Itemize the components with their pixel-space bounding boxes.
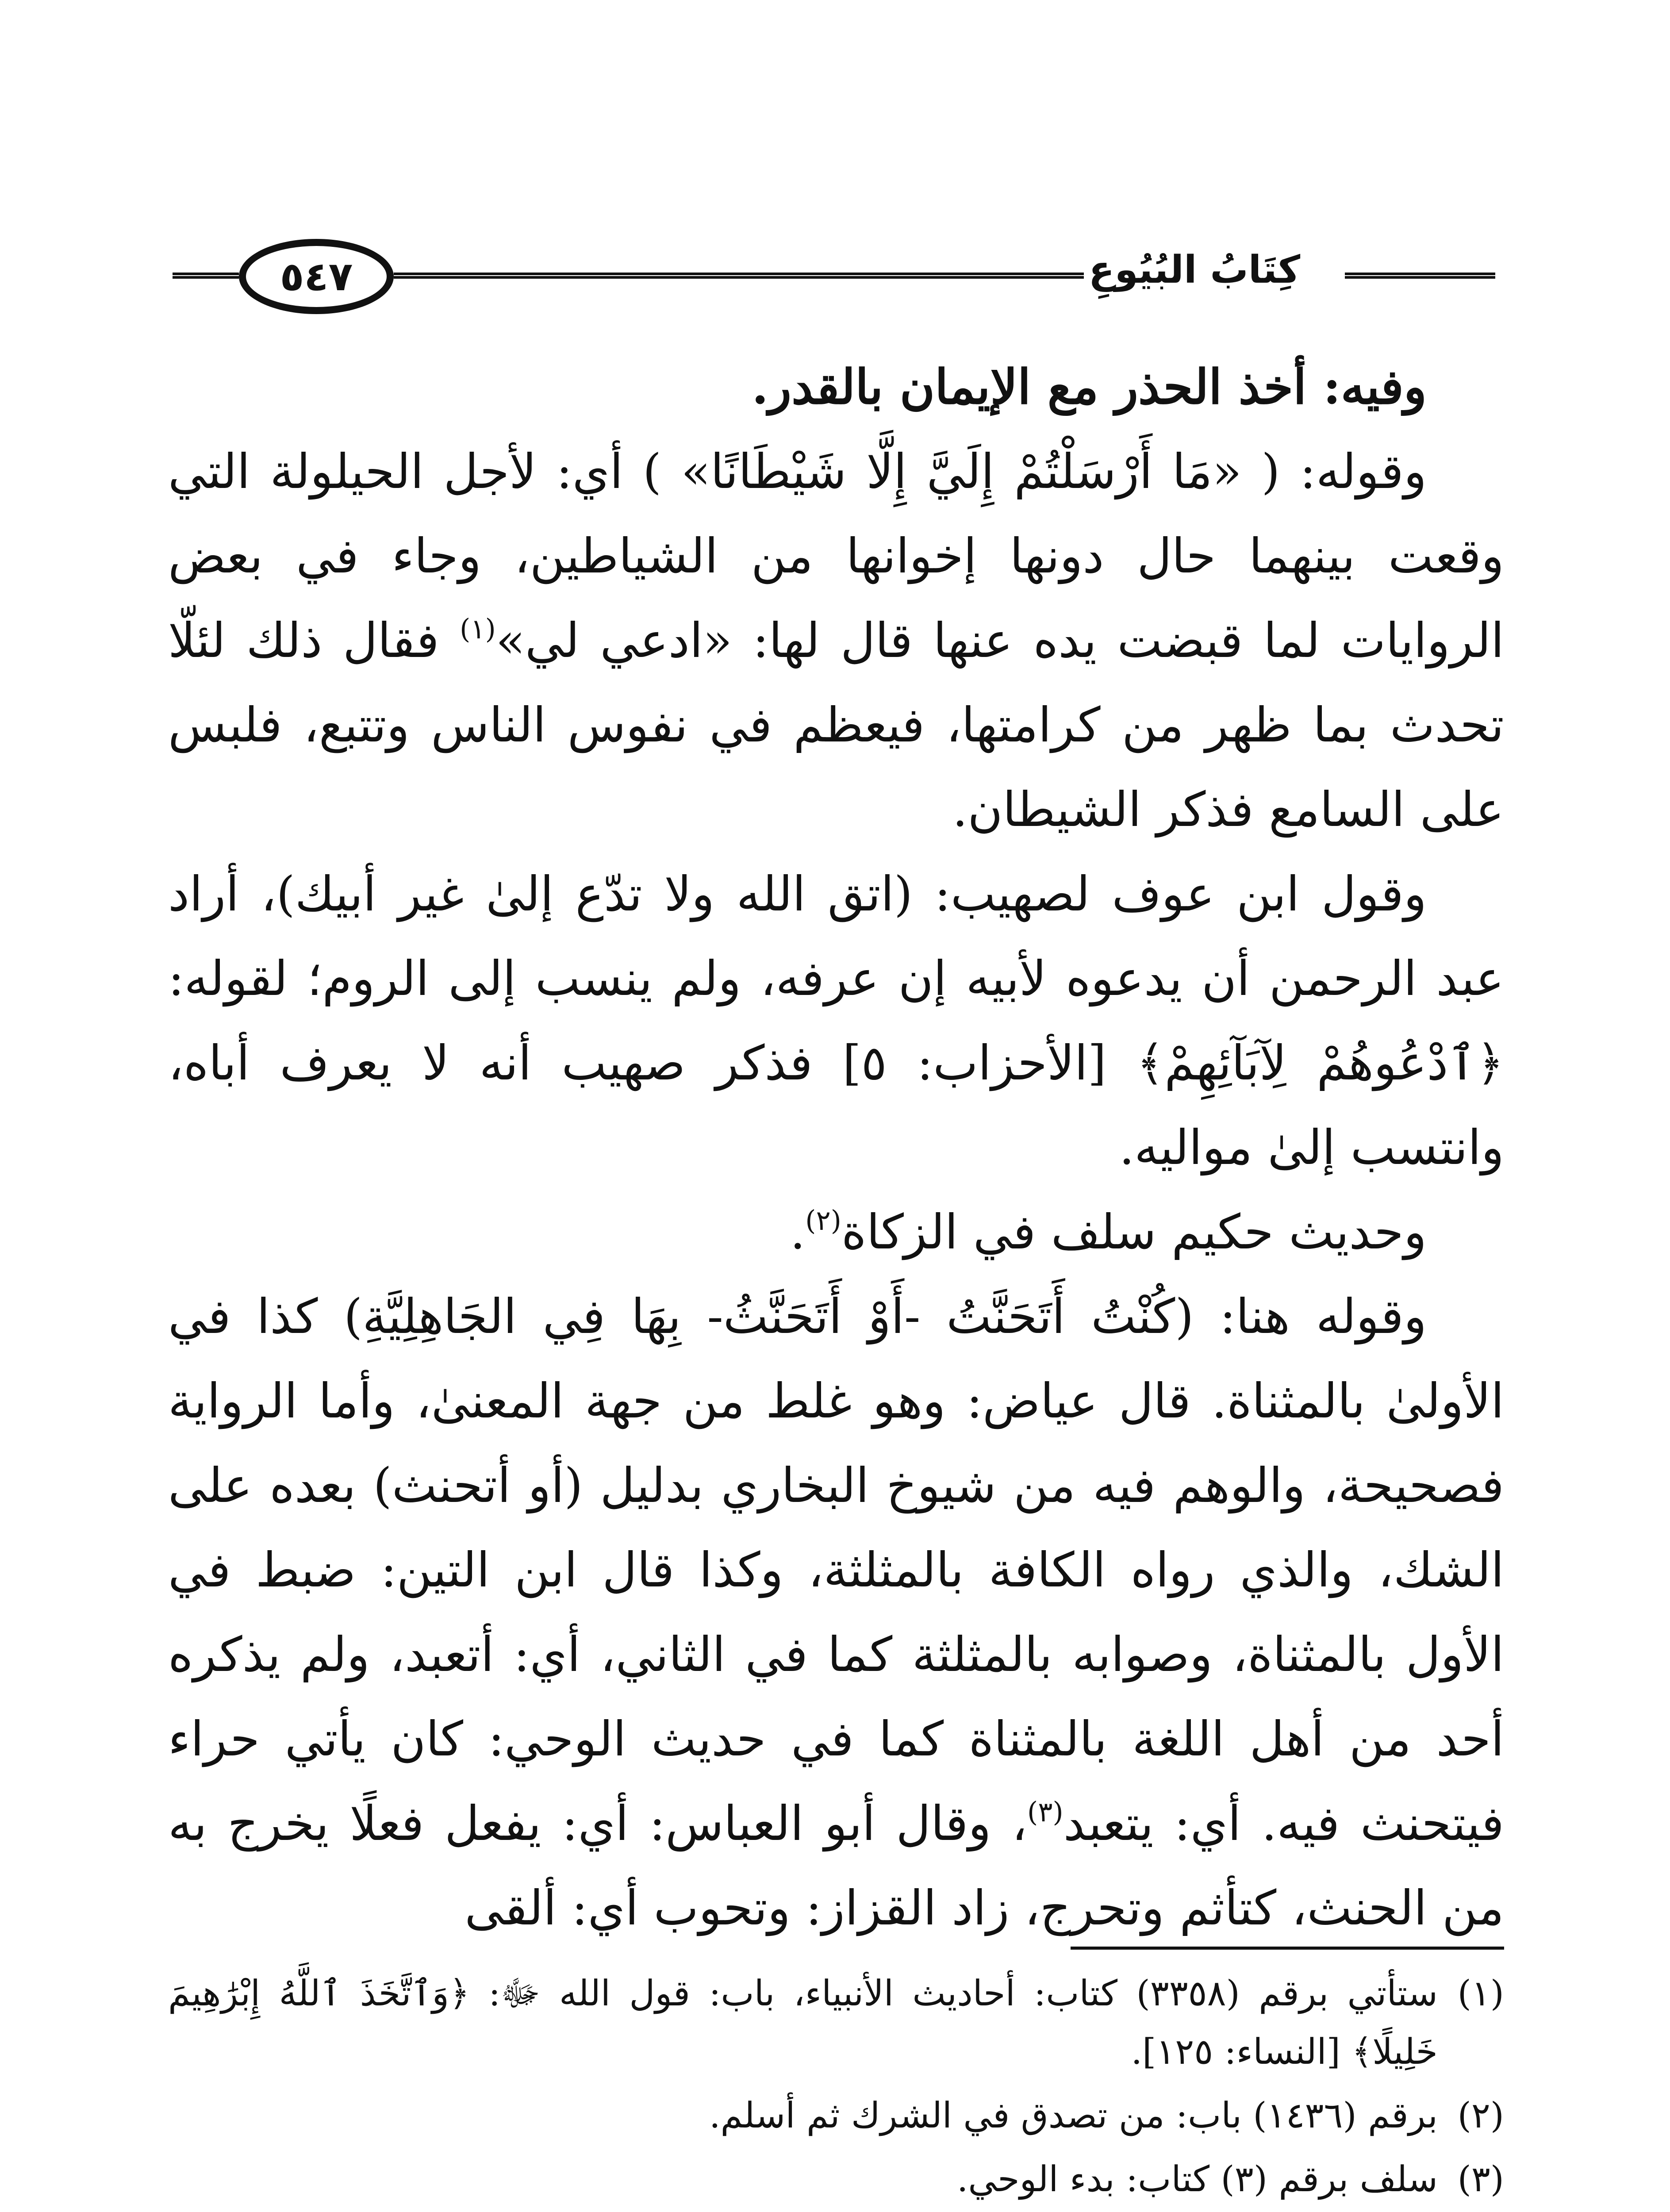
- paragraph: [168, 1190, 1504, 1275]
- page-number: [239, 239, 394, 314]
- footnote: [168, 1964, 1504, 2081]
- text-line: عبد الرحمن أن يدعوه لأبيه إن عرفه، ولم ينسب إلى الروم؛ لقوله:: [168, 951, 1504, 1006]
- text-line: يذكره أحد من أهل اللغة بالمثناة كما في حديث الوحي: كان يأتي: [168, 1627, 1504, 1767]
- paragraph: [168, 852, 1504, 1190]
- text-line: فقال ذلك لئلّا: [168, 613, 460, 668]
- footnote-text: سلف برقم (٣) كتاب: بدء الوحي.: [957, 2158, 1438, 2200]
- paragraph: [168, 345, 1504, 430]
- text-line: وقول ابن عوف لصهيب: (اتق الله ولا تدّع إلىٰ غير أبيك)، أراد: [168, 867, 1427, 922]
- text-line: فصحيحة، والوهم فيه من شيوخ البخاري بدليل (أو أتحنث) بعده: [269, 1458, 1504, 1513]
- text-line: على الشك، والذي رواه الكافة بالمثلثة، وكذا قال ابن التين: ضبط: [168, 1458, 1504, 1598]
- page-number-text: ٥٤٧: [280, 253, 353, 300]
- footnote-number: (٣): [1457, 2158, 1504, 2200]
- footnote: [168, 2086, 1504, 2145]
- footnote-ref: (٢): [805, 1204, 841, 1237]
- text-line: وقعت بينهما حال دونها إخوانها من الشياطين، وجاء في بعض: [168, 529, 1504, 584]
- text-line: حراء فيتحنث فيه. أي: يتعبد: [168, 1712, 1505, 1851]
- text-line: الروايات لما قبضت يده عنها قال لها: «ادعي لي»: [495, 613, 1504, 668]
- text-line: وقوله: ( «مَا أَرْسَلْتُمْ إِلَيَّ إِلَّا شَيْطَانًا» ) أي: لأجل الحيلولة التي: [168, 444, 1427, 499]
- text-line: وفيه: أخذ الحذر مع الإيمان بالقدر.: [752, 359, 1427, 415]
- footnote-text: برقم (١٤٣٦) باب: من تصدق في الشرك ثم أسلم.: [709, 2095, 1438, 2136]
- footnote-text: ستأتي برقم (٣٣٥٨) كتاب: أحاديث الأنبياء، باب: قول الله ﷻ: ﴿وَٱتَّخَذَ ٱللَّهُ إِبْرَٰهِيمَ خَلِيلًا﴾ [النساء: ١٢٥].: [168, 1973, 1438, 2072]
- paragraph: [168, 430, 1504, 852]
- text-line: على السامع فذكر الشيطان.: [952, 782, 1504, 837]
- main-text: [168, 345, 1504, 1951]
- footnote-ref: (٣): [1027, 1796, 1063, 1828]
- text-line: يخرج به من الحنث، كتأثم وتحرج، زاد القزاز: وتحوب أي: ألقى: [168, 1796, 1504, 1936]
- page-header: [173, 230, 1495, 332]
- header-rule-left: [173, 273, 239, 279]
- footnote: [168, 2150, 1504, 2208]
- header-rule-right: [1345, 273, 1495, 279]
- text-line: الأولىٰ بالمثناة. قال عياض: وهو غلط من جهة المعنىٰ، وأما الرواية: [168, 1374, 1504, 1429]
- text-line: في الأول بالمثناة، وصوابه بالمثلثة كما في الثاني، أي: أتعبد، ولم: [168, 1543, 1504, 1682]
- footnotes: [168, 1964, 1504, 2212]
- text-line: ، وقال أبو العباس: أي: يفعل فعلًا: [349, 1796, 1027, 1851]
- footnote-ref: (١): [460, 613, 496, 645]
- chapter-title: كِتَابُ البُيُوعِ: [1084, 248, 1305, 292]
- text-line: وقوله هنا: (كُنْتُ أَتَحَنَّتُ -أَوْ أَتَحَنَّثُ- بِهَا فِي الجَاهِلِيَّةِ) كذا في: [168, 1289, 1427, 1344]
- text-line: ﴿ٱدْعُوهُمْ لِآبَآئِهِمْ﴾ [الأحزاب: ٥] فذكر صهيب أنه لا يعرف أباه،: [168, 1036, 1505, 1091]
- text-line: تحدث بما ظهر من كرامتها، فيعظم في نفوس الناس وتتبع، فلبس: [168, 698, 1504, 753]
- text-line: وحديث حكيم سلف في الزكاة: [841, 1205, 1427, 1260]
- paragraph: [168, 1275, 1504, 1951]
- footnote-separator: [1071, 1947, 1504, 1950]
- footnote-number: (١): [1457, 1973, 1504, 2014]
- text-line: وانتسب إلىٰ مواليه.: [1119, 1120, 1504, 1175]
- footnote-number: (٢): [1457, 2095, 1504, 2136]
- text-line: .: [790, 1205, 806, 1260]
